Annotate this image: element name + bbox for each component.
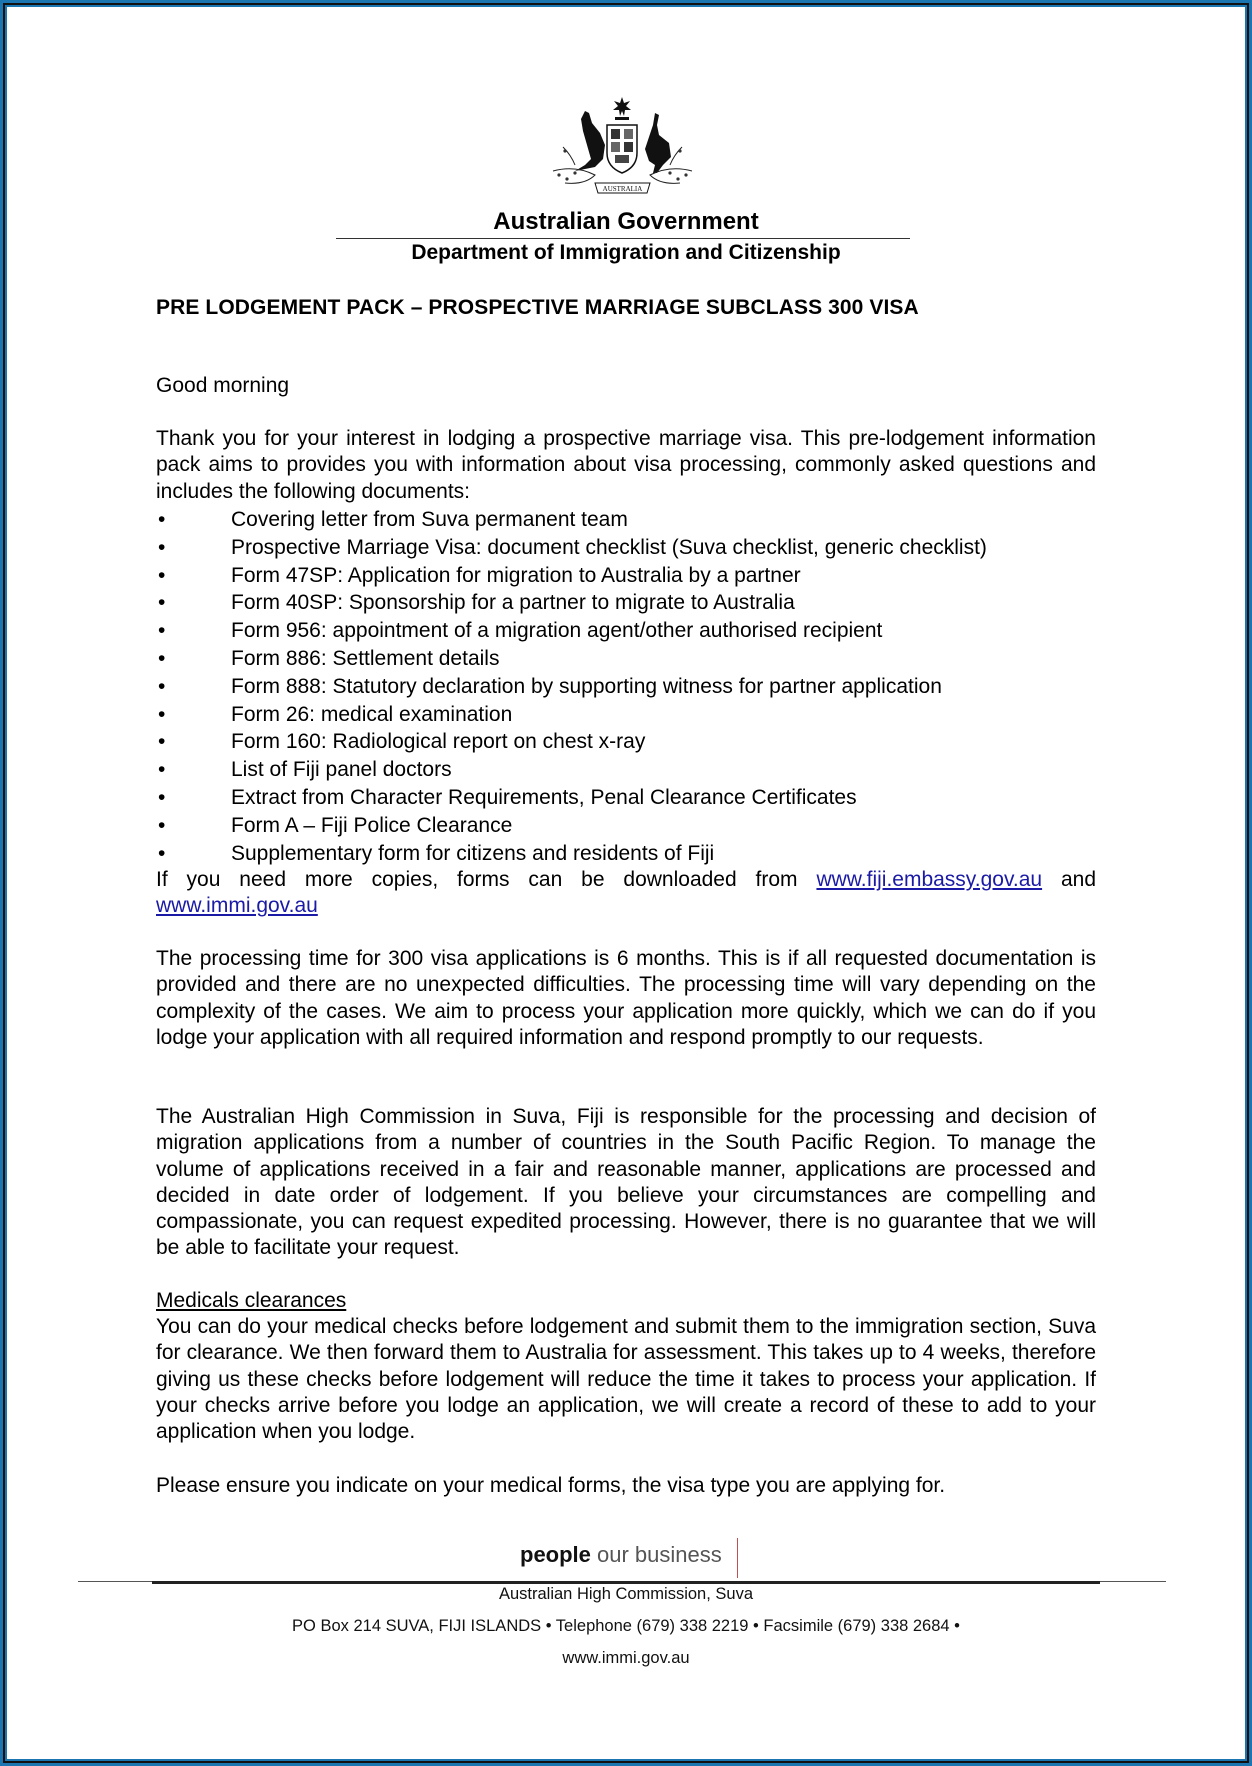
medicals-heading: Medicals clearances [156, 1289, 347, 1312]
list-item [156, 673, 1116, 701]
bullet-icon: • [158, 646, 166, 670]
copies-and: and [1042, 868, 1096, 891]
footer-contact: PO Box 214 SUVA, FIJI ISLANDS • Telephone (679) 338 2219 • Facsimile (679) 338 2684 • [292, 1617, 960, 1635]
bullet-icon: • [158, 591, 166, 615]
bullet-icon: • [158, 730, 166, 754]
bullet-icon: • [158, 813, 166, 837]
footer-rule-thick [152, 1581, 1100, 1584]
intro-paragraph: Thank you for your interest in lodging a prospective marriage visa. This pre-lodgement information pack aims to provides you with information about visa processing, commonly asked questions and includes the following documents: [156, 427, 1096, 503]
bullet-icon: • [158, 785, 166, 809]
list-item-text: Extract from Character Requirements, Penal Clearance Certificates [231, 785, 857, 809]
list-item-text: Form A – Fiji Police Clearance [231, 813, 513, 837]
list-item-text: Form 47SP: Application for migration to Australia by a partner [231, 563, 801, 587]
bullet-icon: • [158, 702, 166, 726]
medicals-paragraph: You can do your medical checks before lodgement and submit them to the immigration section, Suva for clearance. We then forward them to Australia for assessment. This takes up to 4 weeks, therefore giving us these checks before lodgement will reduce the time it takes to process your application. If your checks arrive before you lodge an application, we will create a record of these to add to your application when you lodge. [156, 1315, 1096, 1444]
bullet-icon: • [158, 674, 166, 698]
list-item [156, 506, 1116, 534]
documents-list [156, 506, 1116, 867]
high-commission-paragraph: The Australian High Commission in Suva, Fiji is responsible for the processing and decision of migration applications from a number of countries in the South Pacific Region. To manage the volume of applications received in a fair and reasonable manner, applications are processed and decided in date order of lodgement. If you believe your circumstances are compelling and compassionate, you can request expedited processing. However, there is no guarantee that we will be able to facilitate your request. [156, 1105, 1096, 1260]
list-item-text: Form 886: Settlement details [231, 646, 500, 670]
list-item [156, 701, 1116, 729]
list-item [156, 812, 1116, 840]
footer-office: Australian High Commission, Suva [498, 1585, 754, 1603]
list-item-text: Form 26: medical examination [231, 702, 513, 726]
footer-website: www.immi.gov.au [562, 1649, 690, 1667]
list-item [156, 840, 1116, 868]
immi-link[interactable]: www.immi.gov.au [156, 894, 318, 918]
list-item-text: Covering letter from Suva permanent team [231, 508, 628, 531]
list-item [156, 756, 1116, 784]
header-divider [336, 238, 910, 239]
tagline-light: our business [590, 1542, 722, 1567]
list-item [156, 784, 1116, 812]
processing-time-paragraph: The processing time for 300 visa applications is 6 months. This is if all requested documentation is provided and there are no unexpected difficulties. The processing time will vary depending on the complexity of the cases. We aim to process your application more quickly, which we can do if you lodge your application with all required information and respond promptly to our requests. [156, 947, 1096, 1049]
list-item [156, 562, 1116, 590]
list-item-text: Form 888: Statutory declaration by supporting witness for partner application [231, 674, 942, 698]
bullet-icon: • [158, 619, 166, 643]
list-item-text: Form 956: appointment of a migration agent/other authorised recipient [231, 619, 883, 643]
greeting: Good morning [156, 374, 290, 397]
fiji-embassy-link[interactable]: www.fiji.embassy.gov.au [816, 868, 1043, 891]
copies-paragraph [156, 867, 1096, 920]
bullet-icon: • [158, 758, 166, 782]
list-item [156, 645, 1116, 673]
department-name: Department of Immigration and Citizenship [411, 241, 841, 264]
tagline-divider [737, 1538, 738, 1578]
list-item-text: Prospective Marriage Visa: document checklist (Suva checklist, generic checklist) [231, 535, 987, 559]
list-item-text: List of Fiji panel doctors [231, 758, 452, 782]
crest-motto: AUSTRALIA [602, 185, 643, 193]
list-item [156, 728, 1116, 756]
tagline-bold: people [520, 1542, 591, 1567]
list-item-text: Form 40SP: Sponsorship for a partner to migrate to Australia [231, 591, 795, 615]
australian-coat-of-arms-icon [545, 95, 700, 205]
government-name: Australian Government [493, 208, 759, 235]
bullet-icon: • [158, 535, 166, 559]
list-item [156, 617, 1116, 645]
document-title: PRE LODGEMENT PACK – PROSPECTIVE MARRIAGE SUBCLASS 300 VISA [156, 296, 919, 319]
bullet-icon: • [158, 563, 166, 587]
copies-text: If you need more copies, forms can be downloaded from [156, 868, 817, 891]
list-item-text: Form 160: Radiological report on chest x-ray [231, 730, 646, 754]
ensure-paragraph: Please ensure you indicate on your medical forms, the visa type you are applying for. [156, 1474, 946, 1497]
footer-tagline [520, 1542, 722, 1568]
list-item [156, 534, 1116, 562]
bullet-icon: • [158, 508, 166, 531]
list-item [156, 589, 1116, 617]
list-item-text: Supplementary form for citizens and residents of Fiji [231, 841, 715, 865]
bullet-icon: • [158, 841, 166, 865]
